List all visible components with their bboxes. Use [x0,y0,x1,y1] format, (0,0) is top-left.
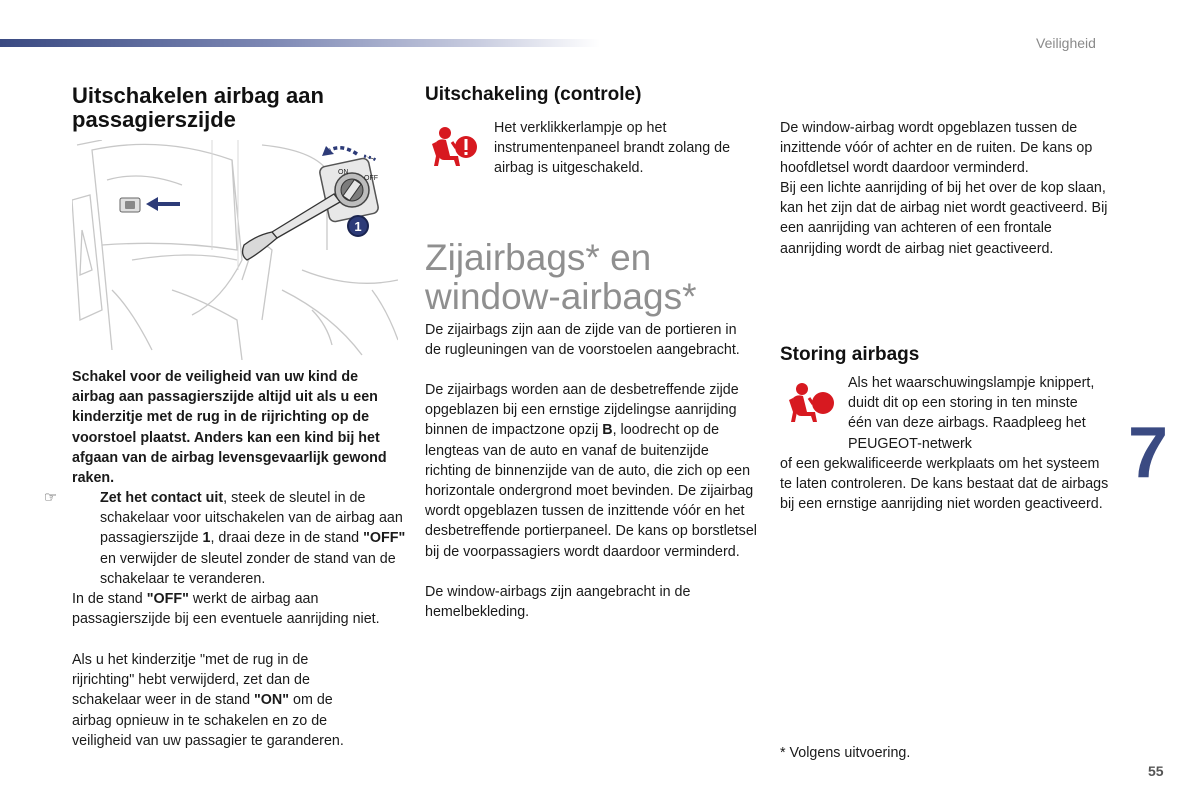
left-step: ☞ Zet het contact uit, steek de sleutel in de schakelaar voor uitschakelen van de airbag aan passagierszijde 1, draai deze in de stand "OFF" en verwijder de sleutel zonder de stand van de schakelaar te veranderen. [44,490,406,587]
page-number: 55 [1148,763,1164,779]
left-paragraph-off: In de stand "OFF" werkt de airbag aan passagierszijde bij een eventuele aanrijding niet. [72,591,380,628]
section-label: Veiligheid [1036,35,1096,51]
fault-title: Storing airbags [780,344,920,365]
left-paragraph-on: Als u het kinderzitje "met de rug in de rijrichting" hebt verwijderd, zet dan de schakelaar weer in de stand "ON" om de airbag opnieuw in te schakelen en zo de veiligheid van uw passagier te garanderen. [72,652,344,749]
window-airbag-text-2: Bij een lichte aanrijding of bij het over de kop slaan, kan het zijn dat de airbag niet wordt geactiveerd. Bij een aanrijding van achteren of een frontale aanrijding wordt de airbag niet geactiveerd. [780,180,1108,257]
window-airbags-location: De window-airbags zijn aangebracht in de hemelbekleding. [425,584,691,621]
side-airbags-intro: De zijairbags zijn aan de zijde van de portieren in de rugleuningen van de voorstoelen aangebracht. [425,322,740,359]
side-airbags-title: Zijairbags* en window-airbags* [425,237,697,317]
callout-1: 1 [354,219,362,234]
footnote: * Volgens uitvoering. [780,745,911,761]
left-title: Uitschakelen airbag aan passagierszijde [72,83,324,132]
chapter-number: 7 [1128,413,1169,493]
switch-off-label: OFF [364,175,378,182]
hand-pointer-icon: ☞ [44,490,57,506]
switch-on-label: ON [338,169,349,176]
window-airbag-text-1: De window-airbag wordt opgeblazen tussen de inzittende vóór of achter en de ruiten. De kans op hoofdletsel wordt daardoor verminderd. [780,120,1093,177]
fault-text-icon: Als het waarschuwingslampje knippert, duidt dit op een storing in ten minste één van deze airbags. Raadpleeg het PEUGEOT-netwerk [848,375,1095,452]
header-bar [0,39,600,47]
side-airbags-deploy: De zijairbags worden aan de desbetreffende zijde opgeblazen bij een ernstige zijdelingse aanrijding binnen de impactzone opzij B, loodrecht op de lengteas van de auto en vanaf de buitenzijde richting de binnenzijde van de auto, die zich op een horizontale ondergrond moet bevinden. De zijairbag wordt opgeblazen tussen de inzittende vóór en het desbetreffende portierpaneel. De kans op borstletsel bij de voorpassagiers wordt daardoor verminderd. [425,382,757,560]
lamp-text: Het verklikkerlampje op het instrumentenpaneel brandt zolang de airbag is uitgeschakeld. [494,120,731,177]
left-warning-text: Schakel voor de veiligheid van uw kind de airbag aan passagierszijde altijd uit als u een kinderzitje met de rug in de rijrichting op de voorstoel plaatst. Anders kan een kind bij het afgaan van de airbag levensgevaarlijk gewond raken. [72,369,387,487]
middle-subtitle: Uitschakeling (controle) [425,84,642,105]
airbag-fault-warning-icon [785,382,835,428]
airbag-switch-illustration [72,140,398,360]
airbag-off-warning-icon [428,126,478,172]
fault-text-rest: of een gekwalificeerde werkplaats om het systeem te laten controleren. De kans bestaat dat de airbags bij een ernstige aanrijding niet worden geactiveerd. [780,456,1109,513]
